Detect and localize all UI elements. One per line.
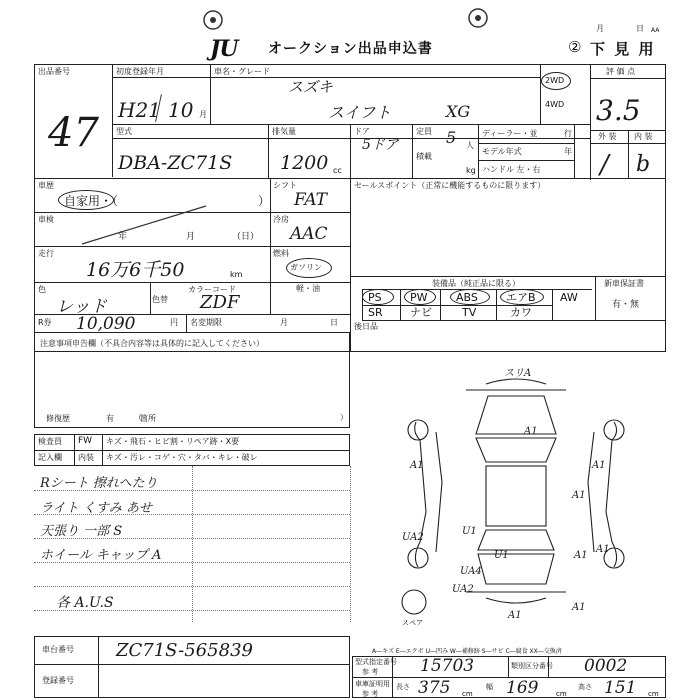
- garage-cert-ref: 参 考: [362, 690, 379, 698]
- recycle-value: 10,090: [76, 314, 136, 334]
- first-registration-month: 10: [168, 98, 194, 122]
- copy-label: 下 見 用: [590, 40, 656, 58]
- equip-leather: カワ: [510, 306, 532, 319]
- binder-hole-icon: [200, 6, 226, 34]
- type-cert-ref: 参 考: [362, 668, 379, 676]
- lot-number: 47: [48, 110, 99, 156]
- model-type-label: 型式: [116, 127, 132, 136]
- mileage-value: 16万6千50: [86, 259, 185, 281]
- chassis-number-label: 車台番号: [42, 645, 74, 654]
- color-value: レッド: [56, 297, 107, 317]
- length-unit: cm: [462, 690, 473, 698]
- maker-name: スズキ: [288, 78, 334, 96]
- sales-point-label: セールスポイント（正常に機能するものに限ります）: [354, 181, 546, 190]
- capacity-unit: 人: [466, 141, 474, 150]
- inspection-day-label: （日）: [232, 232, 260, 242]
- damage-mark: A1: [592, 460, 606, 471]
- hand-note-2: ライト くすみ あせ: [40, 501, 152, 516]
- displacement-label: 排気量: [272, 127, 296, 136]
- exterior-label: 外 装: [598, 132, 617, 141]
- color-code-value: ZDF: [200, 292, 240, 313]
- equip-tv: TV: [462, 306, 477, 319]
- model-year-mark: 年: [564, 147, 572, 156]
- inspection-year-label: 年: [118, 232, 128, 242]
- recycle-unit: 円: [170, 318, 178, 327]
- length-label: 長さ: [396, 683, 410, 691]
- ju-logo: JU: [210, 36, 238, 62]
- interior-score: b: [636, 152, 651, 177]
- damage-mark: A1: [410, 460, 424, 471]
- equip-sr: SR: [368, 306, 383, 319]
- entry-label: 記入欄: [38, 453, 62, 462]
- dealer-mark: 行: [564, 129, 572, 138]
- header-aa-label: AA: [651, 27, 660, 34]
- damage-mark: UA2: [402, 532, 424, 543]
- width-label: 幅: [486, 683, 493, 691]
- damage-mark: A1: [572, 490, 586, 501]
- doors-label: ドア: [354, 127, 370, 136]
- capacity-value: 5: [446, 128, 457, 147]
- first-registration-year: H21: [118, 98, 161, 122]
- load-label: 積載: [416, 152, 432, 161]
- notes-label: 注意事項申告欄（不具合内容等は具体的に記入してください）: [40, 339, 264, 348]
- shift-value: FAT: [294, 190, 328, 210]
- damage-mark: スリA: [504, 368, 532, 379]
- mileage-label: 走行: [38, 249, 54, 258]
- damage-legend: A―キズ E―エクボ U―凹み W―補修跡 S―サビ C―腐食 XX―交換済: [372, 648, 562, 655]
- header-month-label: 月: [596, 24, 604, 33]
- fuel-gasoline: ガソリン: [290, 263, 322, 272]
- displacement-value: 1200: [280, 152, 329, 174]
- doors-value: 5ドア: [362, 137, 399, 153]
- spare-label: スペア: [402, 619, 423, 627]
- color-code-label: カラーコード: [188, 285, 236, 294]
- shift-label: シフト: [273, 181, 297, 190]
- lot-number-label: 出品番号: [38, 67, 70, 76]
- category-label: 類別区分番号: [511, 662, 553, 670]
- hand-note-5: 各 A.U.S: [56, 595, 114, 611]
- load-unit: kg: [466, 166, 476, 175]
- fuel-diesel: 軽・油: [296, 284, 320, 293]
- name-change-label: 名変期限: [190, 318, 222, 327]
- height-unit: cm: [648, 690, 659, 698]
- drive-2wd-label: 2WD: [545, 76, 565, 85]
- damage-mark: A1: [508, 610, 522, 621]
- after-items-label: 後日品: [354, 322, 378, 331]
- warranty-value: 有・無: [612, 300, 640, 310]
- car-damage-diagram: [396, 362, 636, 632]
- equip-ps: PS: [368, 291, 382, 304]
- mileage-unit: km: [230, 270, 243, 279]
- category-value: 0002: [584, 656, 628, 676]
- model-year-label: モデル年式: [482, 147, 522, 156]
- interior-label: 内 装: [634, 132, 653, 141]
- repair-place-label: 箇所: [140, 414, 156, 423]
- width-unit: cm: [556, 690, 567, 698]
- name-change-month: 月: [280, 318, 288, 327]
- grade-name: XG: [446, 102, 471, 121]
- cooler-label: 冷房: [273, 215, 289, 224]
- first-registration-label: 初度登録年月: [116, 67, 164, 76]
- car-name-label: 車名・グレード: [214, 67, 270, 76]
- exterior-score: /: [600, 150, 609, 180]
- hand-note-3: 天張り 一部 S: [40, 524, 123, 539]
- repair-history-mark: 有: [106, 414, 114, 423]
- warranty-label: 新車保証書: [604, 279, 644, 288]
- name-change-day: 日: [330, 318, 338, 327]
- circled-number: ②: [568, 38, 582, 56]
- form-title: オークション出品申込書: [268, 41, 433, 57]
- hand-note-4: ホイール キャップ A: [40, 548, 162, 563]
- displacement-unit: cc: [333, 166, 342, 175]
- damage-mark: U1: [494, 550, 509, 561]
- fw-items: キズ・飛石・ヒビ割・リペア跡・X要: [106, 437, 240, 446]
- length-value: 375: [418, 678, 451, 698]
- height-label: 高さ: [578, 683, 592, 691]
- color-label: 色: [38, 285, 46, 294]
- height-value: 151: [604, 678, 637, 698]
- history-value: 自家用・（: [64, 194, 119, 208]
- damage-mark: UA2: [452, 584, 474, 595]
- handle-label: ハンドル 左・右: [482, 165, 541, 174]
- strike-line: [80, 200, 210, 248]
- equip-airbag: エアB: [506, 291, 536, 304]
- inspector-label: 検査員: [38, 437, 62, 446]
- model-name: スイフト: [328, 103, 392, 122]
- equipment-label: 装備品（純正品に限る）: [432, 279, 520, 288]
- equip-abs: ABS: [456, 291, 478, 304]
- dealer-label: ディーラー・並: [482, 129, 538, 138]
- damage-mark: A1: [574, 550, 588, 561]
- equip-navi: ナビ: [410, 306, 432, 319]
- fuel-label: 燃料: [273, 249, 289, 258]
- recycle-label: R券: [38, 318, 52, 327]
- damage-mark: A1: [572, 602, 586, 613]
- inspection-label: 車検: [38, 215, 54, 224]
- equip-pw: PW: [410, 291, 428, 304]
- interior-col-label: 内装: [78, 453, 94, 462]
- damage-mark: A1: [596, 544, 610, 555]
- damage-mark: A1: [524, 426, 538, 437]
- hand-note-1: Rシート 擦れへたり: [40, 476, 158, 491]
- garage-cert-label: 車庫証明用: [355, 680, 390, 688]
- binder-hole-icon: [465, 4, 491, 32]
- color-change-label: 色替: [152, 295, 168, 304]
- fw-label: FW: [78, 436, 93, 446]
- drive-4wd-label: 4WD: [545, 100, 565, 109]
- chassis-number-value: ZC71S-565839: [116, 640, 253, 661]
- damage-mark: U1: [462, 526, 477, 537]
- history-label: 車歴: [38, 181, 54, 190]
- repair-history-label: 修復歴: [46, 414, 70, 423]
- header-day-label: 日: [636, 24, 644, 33]
- capacity-label: 定員: [416, 127, 432, 136]
- width-value: 169: [506, 678, 539, 698]
- type-cert-label: 型式指定番号: [355, 658, 397, 666]
- interior-items: キズ・汚レ・コゲ・穴・タバ・キレ・破レ: [106, 453, 258, 462]
- type-cert-value: 15703: [420, 656, 475, 676]
- first-registration-month-unit: 月: [199, 110, 207, 119]
- inspection-month-label: 月: [186, 232, 196, 242]
- damage-mark: UA4: [460, 566, 482, 577]
- registration-number-label: 登録番号: [42, 676, 74, 685]
- equip-aw: AW: [560, 291, 578, 304]
- model-type-value: DBA-ZC71S: [118, 152, 233, 174]
- grade-eval-label: 評 価 点: [606, 67, 636, 76]
- cooler-value: AAC: [290, 224, 328, 244]
- evaluation-score: 3.5: [596, 94, 641, 127]
